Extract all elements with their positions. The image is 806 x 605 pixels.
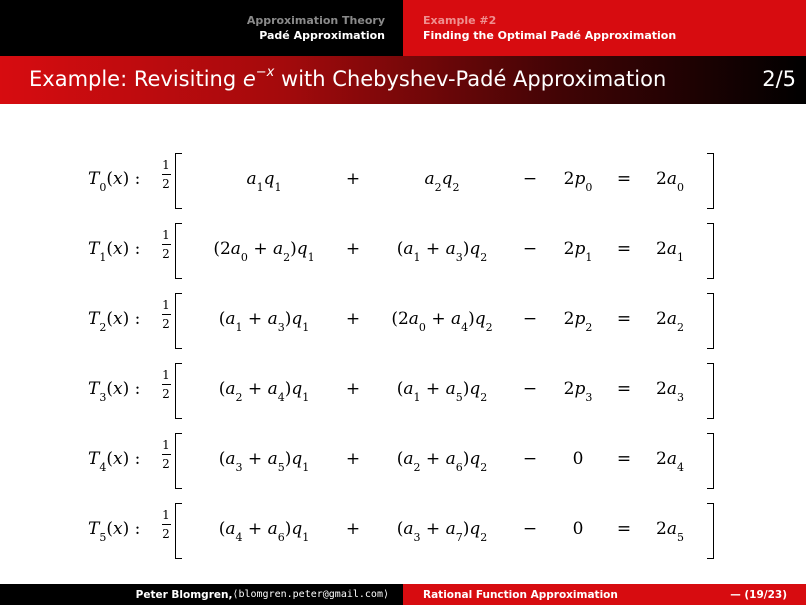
half-fraction: [160, 507, 172, 547]
fraction-denominator: 2: [162, 317, 170, 331]
math-variable: q: [469, 519, 481, 539]
subscript: 2: [480, 251, 488, 265]
math-variable: a: [666, 449, 677, 469]
frame-title-suffix: with Chebyshev-Padé Approximation: [274, 67, 667, 91]
subscript: 2: [283, 251, 291, 265]
equation-row: [0, 363, 806, 419]
term-q1: [200, 519, 328, 545]
math-text: 2: [656, 169, 667, 189]
right-bracket: [707, 223, 714, 279]
fraction-numerator: 1: [162, 368, 170, 382]
math-text: ): [284, 379, 292, 399]
minus-operator: −: [522, 519, 538, 539]
plus-operator: +: [345, 309, 361, 329]
subscript: 2: [452, 181, 460, 195]
half-fraction: [160, 437, 172, 477]
chebyshev-T: T: [88, 309, 100, 329]
term-q2: [378, 239, 506, 265]
math-text: ): [462, 239, 470, 259]
fraction-numerator: 1: [162, 158, 170, 172]
math-text: (: [396, 379, 404, 399]
paren-open: (: [106, 449, 113, 469]
math-text: ): [468, 309, 475, 329]
footer-course-title: Rational Function Approximation: [423, 588, 618, 601]
frame-page-number: 2/5: [762, 67, 796, 91]
math-text: ): [462, 379, 470, 399]
subscript: 6: [277, 531, 285, 545]
paren-close-colon: ) :: [122, 449, 141, 469]
subscript: 1: [676, 251, 684, 265]
math-variable: a: [225, 449, 236, 469]
math-variable: q: [291, 379, 303, 399]
math-text: (: [396, 449, 404, 469]
fraction-denominator: 2: [162, 247, 170, 261]
left-bracket: [175, 363, 182, 419]
nav-section-pade-approximation[interactable]: Padé Approximation: [259, 29, 385, 42]
plus-operator: +: [345, 169, 361, 189]
paren-open: (: [106, 379, 113, 399]
variable-x: x: [112, 519, 123, 539]
math-text: +: [247, 239, 273, 259]
math-variable: a: [445, 519, 456, 539]
subscript: 1: [302, 531, 310, 545]
term-q1: [200, 449, 328, 475]
subscript: 5: [455, 391, 463, 405]
term-p: [552, 169, 604, 195]
fraction-bar: [162, 314, 171, 315]
math-text: (2: [391, 309, 409, 329]
math-text: +: [242, 309, 268, 329]
equals-operator: =: [616, 169, 632, 189]
half-fraction: [160, 157, 172, 197]
math-text: 0: [572, 449, 584, 469]
subscript: 2: [676, 321, 684, 335]
term-rhs: [646, 169, 694, 195]
paren-close-colon: ) :: [122, 169, 141, 189]
subscript: 2: [485, 321, 493, 335]
math-variable: a: [246, 169, 257, 189]
math-text: (: [218, 449, 226, 469]
half-fraction: [160, 297, 172, 337]
fraction-denominator: 2: [162, 387, 170, 401]
math-variable: p: [574, 379, 586, 399]
paren-close-colon: ) :: [122, 309, 141, 329]
subscript: 4: [676, 461, 684, 475]
subscript: 0: [240, 251, 248, 265]
math-variable: q: [291, 449, 303, 469]
nav-section-approximation-theory[interactable]: Approximation Theory: [246, 14, 385, 27]
left-bracket: [175, 433, 182, 489]
frame-title: [29, 67, 666, 91]
equals-operator: =: [616, 309, 632, 329]
subscript: 4: [277, 391, 285, 405]
subsection-nav: [403, 0, 806, 56]
chebyshev-index: 4: [99, 461, 107, 475]
subscript: 1: [585, 251, 593, 265]
subscript: 4: [235, 531, 243, 545]
minus-operator: −: [522, 449, 538, 469]
math-text: +: [242, 519, 268, 539]
math-variable: a: [230, 239, 241, 259]
math-text: ): [284, 449, 292, 469]
subscript: 1: [307, 251, 315, 265]
subscript: 4: [461, 321, 469, 335]
term-p: [552, 519, 604, 539]
term-q2: [378, 449, 506, 475]
equation-label: [88, 309, 141, 335]
math-variable: a: [272, 239, 284, 259]
math-text: 2: [563, 239, 575, 259]
header-bar: [0, 0, 806, 56]
math-variable: a: [450, 309, 462, 329]
paren-open: (: [106, 169, 113, 189]
math-variable: a: [445, 449, 456, 469]
math-text: (2: [213, 239, 231, 259]
subscript: 2: [480, 391, 488, 405]
math-variable: a: [403, 519, 414, 539]
fraction-bar: [162, 454, 171, 455]
math-variable: a: [666, 239, 677, 259]
fraction-numerator: 1: [162, 508, 170, 522]
math-variable: a: [225, 379, 236, 399]
chebyshev-index: 2: [99, 321, 107, 335]
chebyshev-index: 5: [99, 531, 107, 545]
left-bracket: [175, 223, 182, 279]
math-text: ): [462, 449, 470, 469]
math-text: +: [420, 379, 446, 399]
subscript: 5: [676, 531, 684, 545]
subscript: 1: [256, 181, 264, 195]
fraction-denominator: 2: [162, 177, 170, 191]
math-variable: a: [666, 309, 677, 329]
subscript: 1: [413, 391, 421, 405]
math-text: ): [462, 519, 470, 539]
math-variable: a: [267, 519, 278, 539]
math-variable: a: [445, 379, 456, 399]
paren-open: (: [106, 239, 113, 259]
term-q2: [378, 379, 506, 405]
footer-author-name: Peter Blomgren,: [135, 588, 233, 601]
subscript: 3: [455, 251, 463, 265]
equals-operator: =: [616, 519, 632, 539]
subscript: 0: [585, 181, 593, 195]
subscript: 0: [418, 321, 426, 335]
math-variable: q: [263, 169, 275, 189]
subscript: 5: [277, 461, 285, 475]
math-text: 0: [572, 519, 584, 539]
math-variable: q: [296, 239, 308, 259]
minus-operator: −: [522, 169, 538, 189]
term-q2: [378, 169, 506, 195]
term-q2: [378, 309, 506, 335]
footer-slide-counter: — (19/23): [730, 588, 787, 601]
subscript: 2: [585, 321, 593, 335]
math-text: 2: [656, 309, 667, 329]
math-variable: q: [474, 309, 486, 329]
fraction-numerator: 1: [162, 298, 170, 312]
paren-open: (: [106, 519, 113, 539]
math-variable: a: [225, 519, 236, 539]
subscript: 0: [676, 181, 684, 195]
term-rhs: [646, 449, 694, 475]
frame-title-math-exponent: −x: [255, 65, 275, 80]
math-text: (: [218, 379, 226, 399]
math-text: (: [396, 239, 404, 259]
left-bracket: [175, 293, 182, 349]
math-variable: a: [267, 309, 278, 329]
math-text: 2: [656, 239, 667, 259]
frame-title-prefix: Example: Revisiting: [29, 67, 243, 91]
subscript: 1: [413, 251, 421, 265]
variable-x: x: [112, 449, 123, 469]
subscript: 1: [274, 181, 282, 195]
term-rhs: [646, 239, 694, 265]
fraction-numerator: 1: [162, 228, 170, 242]
math-text: (: [218, 309, 226, 329]
math-variable: a: [225, 309, 236, 329]
minus-operator: −: [522, 379, 538, 399]
fraction-bar: [162, 384, 171, 385]
term-p: [552, 309, 604, 335]
chebyshev-T: T: [88, 379, 100, 399]
math-text: 2: [563, 379, 575, 399]
term-rhs: [646, 519, 694, 545]
chebyshev-index: 0: [99, 181, 107, 195]
fraction-numerator: 1: [162, 438, 170, 452]
equals-operator: =: [616, 239, 632, 259]
math-text: ): [284, 519, 292, 539]
fraction-bar: [162, 244, 171, 245]
footer-bar: [0, 584, 806, 605]
term-q2: [378, 519, 506, 545]
term-rhs: [646, 309, 694, 335]
math-text: +: [420, 449, 446, 469]
math-text: (: [218, 519, 226, 539]
math-variable: a: [666, 379, 677, 399]
equation-row: [0, 503, 806, 559]
paren-open: (: [106, 309, 113, 329]
variable-x: x: [112, 239, 123, 259]
chebyshev-index: 1: [99, 251, 107, 265]
equals-operator: =: [616, 379, 632, 399]
math-variable: q: [291, 519, 303, 539]
footer-course-bar: [403, 584, 806, 605]
term-q1: [200, 239, 328, 265]
fraction-bar: [162, 524, 171, 525]
footer-author: [0, 584, 403, 605]
plus-operator: +: [345, 519, 361, 539]
frame-title-bar: [0, 56, 806, 104]
subscript: 1: [302, 461, 310, 475]
math-variable: a: [403, 239, 414, 259]
left-bracket: [175, 153, 182, 209]
math-variable: a: [403, 449, 414, 469]
math-text: 2: [656, 449, 667, 469]
term-q1: [200, 379, 328, 405]
math-text: +: [420, 519, 446, 539]
math-variable: a: [445, 239, 456, 259]
paren-close-colon: ) :: [122, 239, 141, 259]
math-text: 2: [656, 519, 667, 539]
chebyshev-index: 3: [99, 391, 107, 405]
equation-label: [88, 449, 141, 475]
term-q1: [200, 309, 328, 335]
chebyshev-T: T: [88, 169, 100, 189]
subscript: 2: [480, 461, 488, 475]
term-rhs: [646, 379, 694, 405]
fraction-denominator: 2: [162, 527, 170, 541]
subscript: 3: [277, 321, 285, 335]
variable-x: x: [112, 379, 123, 399]
chebyshev-T: T: [88, 449, 100, 469]
half-fraction: [160, 367, 172, 407]
math-variable: a: [403, 379, 414, 399]
chebyshev-T: T: [88, 519, 100, 539]
term-p: [552, 449, 604, 469]
math-text: +: [420, 239, 446, 259]
subscript: 2: [235, 391, 243, 405]
half-fraction: [160, 227, 172, 267]
math-variable: q: [441, 169, 453, 189]
term-p: [552, 239, 604, 265]
math-variable: q: [469, 449, 481, 469]
math-variable: a: [267, 449, 278, 469]
right-bracket: [707, 363, 714, 419]
variable-x: x: [112, 169, 123, 189]
math-variable: q: [291, 309, 303, 329]
chebyshev-T: T: [88, 239, 100, 259]
right-bracket: [707, 503, 714, 559]
math-text: +: [425, 309, 451, 329]
fraction-bar: [162, 174, 171, 175]
math-text: (: [396, 519, 404, 539]
subscript: 2: [413, 461, 421, 475]
subscript: 2: [434, 181, 442, 195]
minus-operator: −: [522, 309, 538, 329]
math-text: ): [290, 239, 297, 259]
subscript: 1: [302, 391, 310, 405]
frame-title-math-base: e: [242, 67, 256, 91]
equation-label: [88, 239, 141, 265]
equation-row: [0, 223, 806, 279]
variable-x: x: [112, 309, 123, 329]
term-q1: [200, 169, 328, 195]
math-text: 2: [656, 379, 667, 399]
subscript: 3: [585, 391, 593, 405]
math-text: 2: [563, 169, 575, 189]
math-text: 2: [563, 309, 575, 329]
math-variable: p: [574, 239, 586, 259]
right-bracket: [707, 433, 714, 489]
math-variable: q: [469, 239, 481, 259]
subscript: 6: [455, 461, 463, 475]
math-variable: a: [408, 309, 419, 329]
subscript: 3: [676, 391, 684, 405]
right-bracket: [707, 153, 714, 209]
math-variable: q: [469, 379, 481, 399]
subscript: 1: [235, 321, 243, 335]
paren-close-colon: ) :: [122, 379, 141, 399]
term-p: [552, 379, 604, 405]
equation-label: [88, 169, 141, 195]
plus-operator: +: [345, 379, 361, 399]
right-bracket: [707, 293, 714, 349]
math-text: ): [284, 309, 292, 329]
math-variable: p: [574, 169, 586, 189]
subscript: 3: [413, 531, 421, 545]
math-variable: a: [424, 169, 435, 189]
math-variable: a: [666, 519, 677, 539]
subscript: 2: [480, 531, 488, 545]
subscript: 1: [302, 321, 310, 335]
nav-subsection-example-2[interactable]: Example #2: [423, 14, 497, 27]
minus-operator: −: [522, 239, 538, 259]
equation-row: [0, 293, 806, 349]
footer-email: ⟨blomgren.peter@gmail.com⟩: [232, 589, 389, 600]
plus-operator: +: [345, 239, 361, 259]
equals-operator: =: [616, 449, 632, 469]
equation-label: [88, 519, 141, 545]
math-variable: p: [574, 309, 586, 329]
math-variable: a: [666, 169, 677, 189]
nav-subsection-optimal-pade[interactable]: Finding the Optimal Padé Approximation: [423, 29, 677, 42]
paren-close-colon: ) :: [122, 519, 141, 539]
equation-label: [88, 379, 141, 405]
math-text: +: [242, 449, 268, 469]
subscript: 3: [235, 461, 243, 475]
math-variable: a: [267, 379, 278, 399]
equation-row: [0, 153, 806, 209]
equation-row: [0, 433, 806, 489]
left-bracket: [175, 503, 182, 559]
section-nav: [0, 0, 403, 56]
fraction-denominator: 2: [162, 457, 170, 471]
plus-operator: +: [345, 449, 361, 469]
subscript: 7: [455, 531, 463, 545]
math-text: +: [242, 379, 268, 399]
